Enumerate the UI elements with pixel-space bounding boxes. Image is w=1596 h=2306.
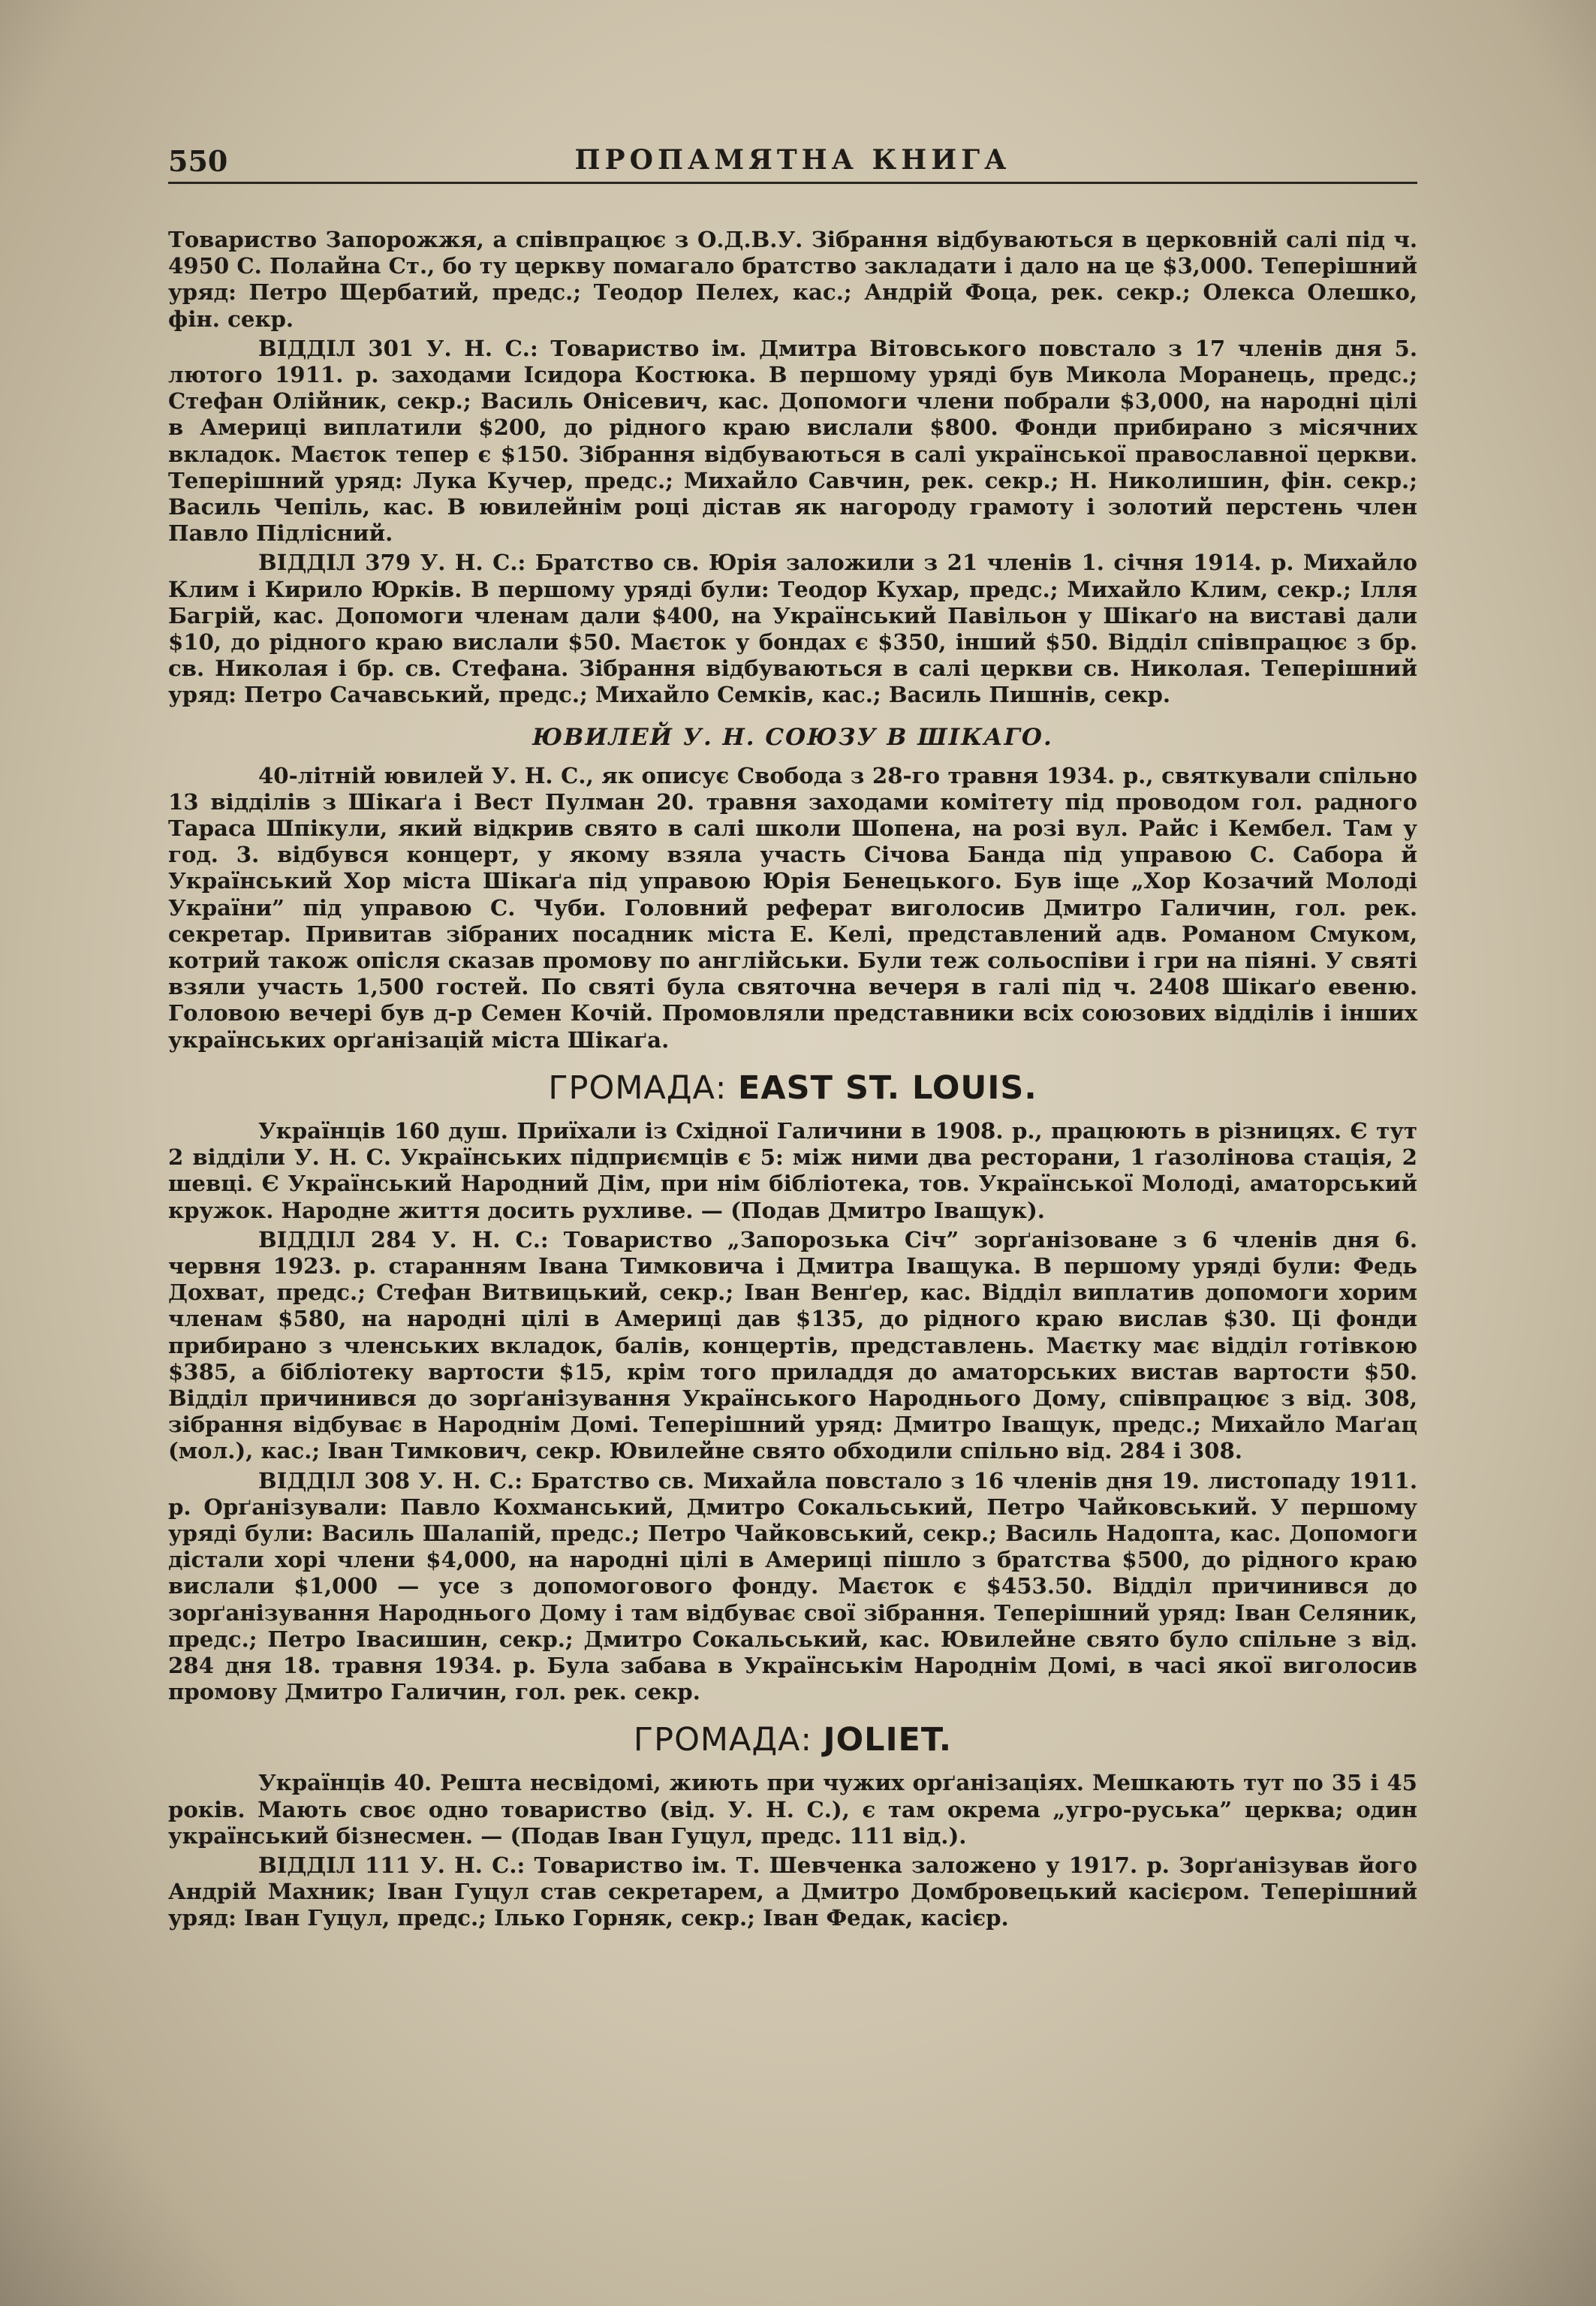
hromada-label: ГРОМАДА: [633, 1721, 812, 1759]
place-name-east-st-louis: EAST ST. LOUIS. [738, 1069, 1037, 1107]
running-title: ПРОПАМЯТНА КНИГА [574, 144, 1011, 176]
paragraph-branch-308: ВІДДІЛ 308 У. Н. С.: Братство св. Михайла повстало з 16 членів дня 19. листопаду 1911. р. Орґанізували: Павло Кохманський, Дмитро Сокальський, Петро Чайковський. У першому уряді були: Василь Шалапій, предс.; Петро Чайковський, секр.; Василь Надопта, кас. Допомоги дістали хорі члени $4,000, на народні цілі в Америці пішло з братства $500, до рідного краю вислали $1,000 — усе з допомогового фонду. Маєток є $453.50. Відділ причинився до зорґанізування Народнього Дому і там відбуває свої зібрання. Теперішний уряд: Іван Селяник, предс.; Петро Івасишин, секр.; Дмитро Сокальський, кас. Ювилейне свято було спільне з від. 284 дня 18. травня 1934. р. Була забава в Українськім Народнім Домі, в часі якої виголосив промову Дмитро Галичин, гол. рек. секр. [168, 1467, 1417, 1705]
paragraph-branch-379: ВІДДІЛ 379 У. Н. С.: Братство св. Юрія заложили з 21 членів 1. січня 1914. р. Михайло Клим і Кирило Юрків. В першому уряді були: Теодор Кухар, предс.; Михайло Клим, секр.; Ілля Багрій, кас. Допомоги членам дали $400, на Український Павільон у Шікаґо на виставі дали $10, до рідного краю вислали $50. Маєток у бондах є $350, інший $50. Відділ співпрацює з бр. св. Николая і бр. св. Стефана. Зібрання відбуваються в салі церкви св. Николая. Теперішний уряд: Петро Сачавський, предс.; Михайло Семків, кас.; Василь Пишнів, секр. [168, 550, 1417, 708]
paragraph-east-st-louis-overview: Українців 160 душ. Приїхали із Східної Галичини в 1908. р., працюють в різницях. Є тут 2 відділи У. Н. С. Українських підприємців є 5: між ними два ресторани, 1 ґазолінова стація, 2 шевці. Є Український Народний Дім, при нім бібліотека, тов. Української Молоді, аматорський кружок. Народне життя досить рухливе. — (Подав Дмитро Іващук). [168, 1117, 1417, 1223]
jubilee-heading: ЮВИЛЕЙ У. Н. СОЮЗУ В ШІКАГО. [532, 723, 1053, 751]
paragraph-joliet-overview: Українців 40. Решта несвідомі, жиють при чужих орґанізаціях. Мешкають тут по 35 і 45 років. Мають своє одно товариство (від. У. Н. С.), є там окрема „угро-руська” церква; один український бізнесмен. — (Подав Іван Гуцул, предс. 111 від.). [168, 1770, 1417, 1849]
page-header [168, 144, 1417, 184]
paragraph-branch-111: ВІДДІЛ 111 У. Н. С.: Товариство ім. Т. Шевченка заложено у 1917. р. Зорґанізував його Андрій Махник; Іван Гуцул став секретарем, а Дмитро Домбровецький касієром. Теперішний уряд: Іван Гуцул, предс.; Ілько Горняк, секр.; Іван Федак, касієр. [168, 1852, 1417, 1931]
hromada-label: ГРОМАДА: [548, 1069, 727, 1107]
paragraph-branch-284: ВІДДІЛ 284 У. Н. С.: Товариство „Запорозька Січ” зорґанізоване з 6 членів дня 6. червня 1923. р. старанням Івана Тимковича і Дмитра Іващука. В першому уряді були: Федь Дохват, предс.; Стефан Витвицький, секр.; Іван Венґер, кас. Відділ виплатив допомоги хорим членам $580, на народні цілі в Америці дав $135, до рідного краю вислав $30. Ці фонди прибирано з членських вкладок, балів, концертів, представлень. Маєтку має відділ готівкою $385, а бібліотеку вартости $15, крім того приладдя до аматорських вистав вартости $50. Відділ причинився до зорґанізування Українського Народнього Дому, співпрацює з від. 308, зібрання відбуває в Народнім Домі. Теперішний уряд: Дмитро Іващук, предс.; Михайло Маґац (мол.), кас.; Іван Тимкович, секр. Ювилейне свято обходили спільно від. 284 і 308. [168, 1226, 1417, 1464]
page-body [168, 227, 1417, 1932]
page-number: 550 [168, 144, 228, 178]
paragraph-branch-301: ВІДДІЛ 301 У. Н. С.: Товариство ім. Дмитра Вітовського повстало з 17 членів дня 5. лютого 1911. р. заходами Ісидора Костюка. В першому уряді був Микола Моранець, предс.; Стефан Олійник, секр.; Василь Онісевич, кас. Допомоги члени побрали $3,000, на народні цілі в Америці виплатили $200, до рідного краю вислали $800. Фонди прибирано з місячних вкладок. Маєток тепер є $150. Зібрання відбуваються в салі української православної церкви. Теперішний уряд: Лука Кучер, предс.; Михайло Савчин, рек. секр.; Н. Николишин, фін. секр.; Василь Чепіль, кас. В ювилейнім році дістав як нагороду грамоту і золотий перстень член Павло Підлісний. [168, 335, 1417, 547]
paragraph-zaporozhzhia: Товариство Запорожжя, а співпрацює з О.Д.В.У. Зібрання відбуваються в церковній салі під ч. 4950 С. Полайна Ст., бо ту церкву помагало братство закладати і дало на це $3,000. Теперішний уряд: Петро Щербатий, предс.; Теодор Пелех, кас.; Андрій Фоца, рек. секр.; Олекса Олешко, фін. секр. [168, 227, 1417, 332]
paragraph-jubilee: 40-літній ювилей У. Н. С., як описує Свобода з 28-го травня 1934. р., святкували спільно 13 відділів з Шікаґа і Вест Пулман 20. травня заходами комітету під проводом гол. радного Тараса Шпікули, який відкрив свято в салі школи Шопена, на розі вул. Райс і Кембел. Там у год. 3. відбувся концерт, у якому взяла участь Січова Банда під управою С. Сабора й Український Хор міста Шікаґа під управою Юрія Бенецького. Був іще „Хор Козачий Молоді України” під управою С. Чуби. Головний реферат виголосив Дмитро Галичин, гол. рек. секретар. Привитав зібраних посадник міста Е. Келі, представлений адв. Романом Смуком, котрий також опісля сказав промову по англійськи. Були теж сольоспіви і гри на піяні. У святі взяли участь 1,500 гостей. По святі була святочна вечеря в галі під ч. 2408 Шікаґо евеню. Головою вечері був д-р Семен Кочій. Промовляли представники всіх союзових відділів і інших українських орґанізацій міста Шікаґа. [168, 762, 1417, 1053]
section-heading-joliet [168, 1720, 1417, 1759]
section-heading-east-st-louis [168, 1069, 1417, 1108]
place-name-joliet: JOLIET. [823, 1721, 953, 1759]
